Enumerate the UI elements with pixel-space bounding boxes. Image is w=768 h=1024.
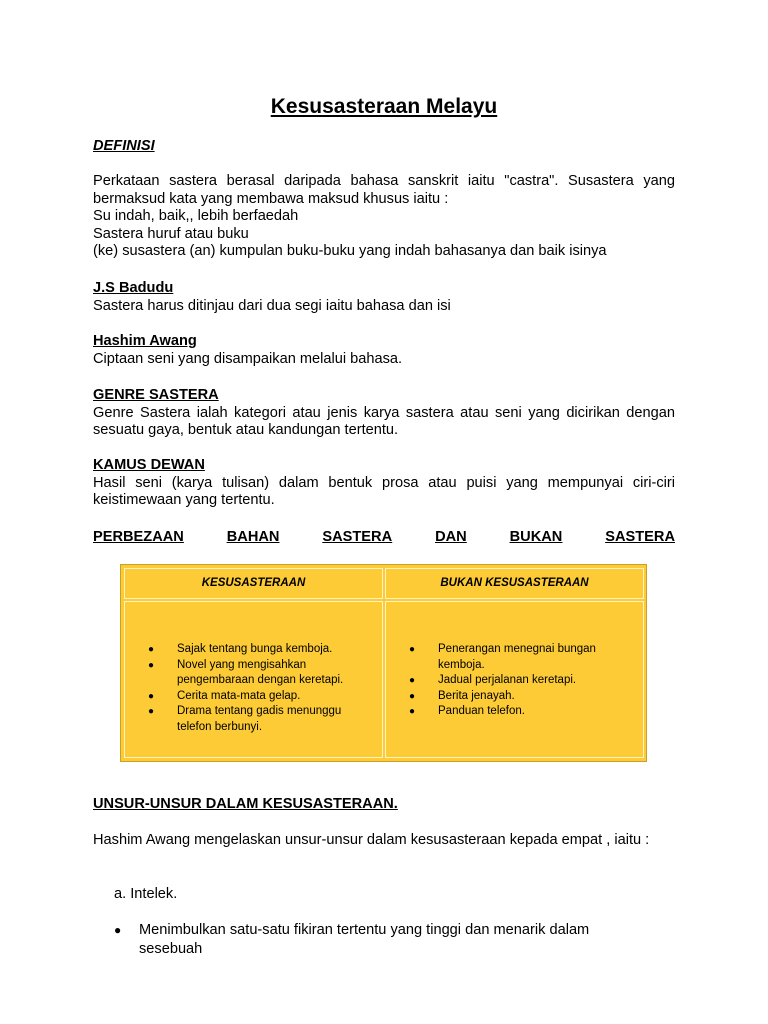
bullet-icon: ●: [409, 644, 416, 655]
unsur-intro-text: Hashim Awang mengelaskan unsur-unsur dalam kesusasteraan kepada empat , iaitu :: [93, 832, 650, 848]
unsur-heading-text: UNSUR-UNSUR DALAM KESUSASTERAAN.: [93, 796, 398, 812]
unsur-bullet-text: Menimbulkan satu-satu fikiran tertentu yang tinggi dan menarik dalam sesebuah: [139, 922, 590, 957]
perbezaan-heading: [93, 529, 675, 547]
bukan-kesusasteraan-list: [386, 642, 643, 720]
list-item-text: Berita jenayah.: [438, 689, 515, 702]
bullet-icon: ●: [409, 706, 416, 717]
genre-text: Genre Sastera ialah kategori atau jenis karya sastera atau seni yang dicirikan dengan sesuatu gaya, bentuk atau kandungan tertentu.: [93, 404, 675, 438]
list-item: [386, 673, 643, 689]
definisi-paragraph: [93, 173, 675, 208]
table-header-bukan: BUKAN KESUSASTERAAN: [440, 577, 589, 589]
definisi-heading-text: DEFINISI: [93, 138, 155, 154]
hashim-section: [93, 333, 675, 368]
table-body-cell-right: [385, 601, 644, 758]
unsur-intro: [93, 832, 653, 850]
perbezaan-word: SASTERA: [322, 529, 393, 545]
table-header-kesusasteraan: KESUSASTERAAN: [201, 577, 306, 589]
list-item: [125, 658, 382, 689]
perbezaan-word: DAN: [435, 529, 467, 545]
list-item: [125, 689, 382, 705]
bullet-icon: ●: [409, 675, 416, 686]
definisi-heading: [93, 138, 675, 156]
unsur-item-a: a. Intelek.: [114, 886, 178, 902]
table-body-cell-left: [124, 601, 383, 758]
definisi-lines: [93, 208, 675, 261]
table-header-cell: [124, 568, 383, 599]
definisi-line: Sastera huruf atau buku: [93, 225, 249, 242]
list-item: [125, 704, 382, 735]
bullet-icon: ●: [148, 690, 155, 702]
list-item: [386, 689, 643, 705]
badudu-text: Sastera harus ditinjau dari dua segi iaitu bahasa dan isi: [93, 297, 451, 314]
perbezaan-word: BUKAN: [509, 529, 563, 545]
list-item-text: Cerita mata-mata gelap.: [177, 689, 301, 702]
list-item-text: Panduan telefon.: [438, 705, 525, 717]
bullet-icon: ●: [114, 923, 122, 937]
bullet-icon: ●: [409, 690, 416, 702]
table-header-cell: [385, 568, 644, 599]
kamus-heading: KAMUS DEWAN: [93, 457, 205, 473]
definisi-line: Su indah, baik,, lebih berfaedah: [93, 208, 299, 224]
definisi-line: (ke) susastera (an) kumpulan buku-buku yang indah bahasanya dan baik isinya: [93, 243, 607, 259]
comparison-table: [120, 564, 647, 762]
list-item: [386, 704, 643, 720]
list-item: [386, 642, 643, 673]
genre-heading: GENRE SASTERA: [93, 387, 219, 403]
hashim-heading: Hashim Awang: [93, 333, 197, 349]
definisi-paragraph-text: Perkataan sastera berasal daripada bahasa sanskrit iaitu "castra". Susastera yang bermaksud kata yang membawa maksud khusus iaitu :: [93, 173, 675, 207]
unsur-bullet-item: [114, 921, 654, 959]
list-item-text: Sajak tentang bunga kemboja.: [177, 643, 333, 655]
page-title: Kesusasteraan Melayu: [270, 95, 498, 118]
perbezaan-word: BAHAN: [226, 529, 280, 545]
perbezaan-word: PERBEZAAN: [93, 529, 184, 545]
perbezaan-word: SASTERA: [605, 529, 675, 545]
list-item-text: Jadual perjalanan keretapi.: [438, 674, 577, 686]
bullet-icon: ●: [148, 706, 155, 717]
badudu-heading: J.S Badudu: [93, 280, 174, 296]
bullet-icon: ●: [148, 659, 155, 671]
unsur-heading: [93, 796, 675, 814]
list-item: [125, 642, 382, 658]
genre-section: [93, 387, 675, 440]
list-item-text: Penerangan menegnai bungan kemboja.: [438, 643, 596, 671]
hashim-text: Ciptaan seni yang disampaikan melalui bahasa.: [93, 350, 403, 367]
list-item-text: Novel yang mengisahkan pengembaraan dengan keretapi.: [177, 658, 344, 686]
kesusasteraan-list: [125, 642, 382, 735]
badudu-section: [93, 280, 675, 315]
kamus-section: [93, 457, 675, 510]
list-item-text: Drama tentang gadis menunggu telefon berbunyi.: [177, 705, 342, 733]
bullet-icon: ●: [148, 644, 155, 655]
kamus-text: Hasil seni (karya tulisan) dalam bentuk prosa atau puisi yang mempunyai ciri-ciri keistimewaan yang tertentu.: [93, 474, 675, 508]
